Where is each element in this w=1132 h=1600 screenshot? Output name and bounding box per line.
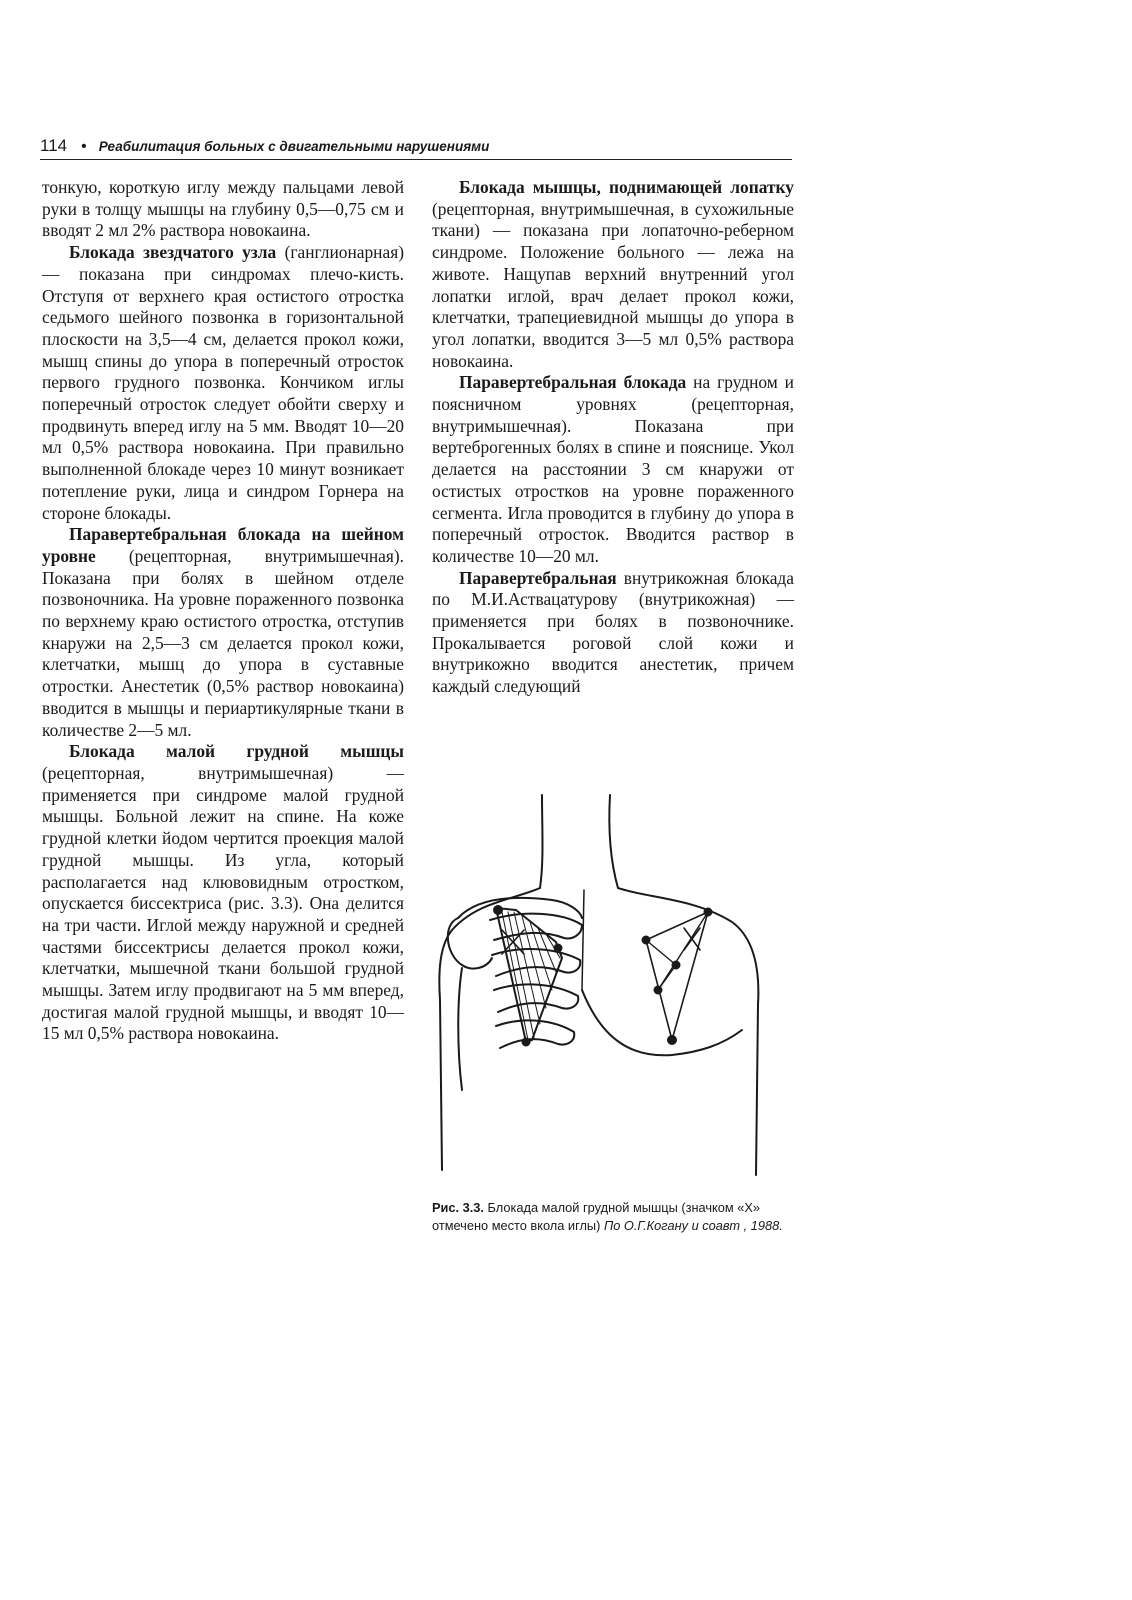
caption-source: По О.Г.Когану и соавт , 1988. <box>603 1218 783 1233</box>
page-number: 114 <box>40 136 68 155</box>
paragraph-text: (рецепторная, внутримышечная). Показана при болях в шейном отделе позвоночника. На уровне пораженного позвонка по верхнему краю остистого отростка, отступив кнаружи на 2,5—3 см делается прокол кожи, клетчатки, мышц до упора в суставные отростки. Анестетик (0,5% раствор новокаина) вводится в мышцы и периартикулярные ткани в количестве 2—5 мл. <box>42 545 404 740</box>
paragraph <box>42 177 404 242</box>
paragraph-heading: Паравертебральная <box>459 567 617 588</box>
paragraph-heading: Блокада малой грудной мышцы <box>69 741 404 762</box>
neck-right-outline <box>609 795 618 888</box>
figure-caption <box>432 1199 796 1235</box>
left-column <box>42 177 404 1045</box>
torso-drawing <box>432 790 794 1190</box>
injection-x-mark-right <box>684 928 700 950</box>
paragraph <box>432 372 794 567</box>
running-header <box>40 133 792 160</box>
paragraph-heading: Блокада звездчатого узла <box>69 242 277 263</box>
paragraph-text: (ганглионарная) — показана при синдромах плечо-кисть. Отступя от верхнего края остистого отростка седьмого шейного позвонка в горизонтальной плоскости на 3,5—4 см, делается прокол кожи, мышц спины до упора в поперечный отросток первого грудного позвонка. Кончиком иглы поперечный отросток следует обойти сверху и продвинуть вперед иглу на 5 мм. Вводят 10—20 мл 0,5% раствора новокаина. При правильно выполненной блокаде через 10 минут возникает потепление руки, лица и синдром Горнера на стороне блокады. <box>42 242 404 523</box>
coracoid-point <box>494 906 502 914</box>
humeral-head-outline <box>448 918 492 969</box>
right-shoulder-outline <box>618 888 758 1175</box>
paragraph-text: на грудном и поясничном уровнях (рецепторная, внутримышечная). Показана при вертеброгенных болях в спине и пояснице. Укол делается на расстоянии 3 см кнаружи от остистых отростков на уровне пораженного сегмента. Игла проводится в глубину до упора в поперечный отросток. Вводится раствор в количестве 10—20 мл. <box>432 372 794 566</box>
paragraph <box>432 177 794 372</box>
paragraph <box>42 741 404 1045</box>
figure-illustration <box>432 790 794 1190</box>
triangle-point-bottom <box>668 1036 676 1044</box>
caption-text: Блокада малой грудной мышцы (значком «Х» отмечено место вкола иглы) <box>432 1200 760 1233</box>
running-title: Реабилитация больных с двигательными нарушениями <box>98 139 490 154</box>
paragraph-heading: Паравертебральная блокада <box>459 372 687 393</box>
triangle-point-left <box>643 937 650 944</box>
muscle-point <box>555 945 562 952</box>
bisector-point-1 <box>673 962 680 969</box>
header-bullet: • <box>81 138 87 155</box>
paragraph-heading: Блокада мышцы, поднимающей лопатку <box>459 177 794 197</box>
paragraph <box>432 568 794 698</box>
projection-triangle <box>646 912 708 1040</box>
bisector-point-2 <box>655 987 662 994</box>
paragraph-text: внутрикожная блокада по М.И.Аствацатурову (внутрикожная) — применяется при болях в позвоночнике. Прокалывается роговой слой кожи и внутрикожно вводится анестетик, причем каждый следующий <box>432 567 794 697</box>
muscle-lower-point <box>523 1039 530 1046</box>
sternum-line <box>582 890 584 990</box>
neck-left-outline <box>540 795 543 888</box>
right-column <box>432 177 794 698</box>
paragraph-text: (рецепторная, внутримышечная) — применяется при синдроме малой грудной мышцы. Больной лежит на спине. На коже грудной клетки йодом чертится проекция малой грудной мышцы. Из угла, который располагается над клювовидным отростком, опускается биссектриса (рис. 3.3). Она делится на три части. Иглой между наружной и средней частями биссектрисы делается прокол кожи, клетчатки, мышечной ткани большой грудной мышцы. Затем иглу продвигают на 5 мм вперед, достигая малой грудной мышцы, и вводят 10—15 мл 0,5% раствора новокаина. <box>42 762 404 1044</box>
paragraph <box>42 524 404 741</box>
paragraph-text: (рецепторная, внутримышечная, в сухожильные ткани) — показана при лопаточно-реберном синдроме. Положение больного — лежа на животе. Нащупав верхний внутренний угол лопатки иглой, врач делает прокол кожи, клетчатки, трапециевидной мышцы до упора в угол лопатки, вводится 3—5 мл 0,5% раствора новокаина. <box>432 198 794 371</box>
paragraph <box>42 242 404 524</box>
triangle-point-top <box>705 909 712 916</box>
caption-label: Рис. 3.3. <box>432 1200 484 1215</box>
arm-inner-outline <box>458 968 462 1090</box>
paragraph-heading: Паравертебральная блокада на шейном уровне <box>42 524 404 566</box>
left-shoulder-outline <box>439 888 540 1170</box>
paragraph-text: тонкую, короткую иглу между пальцами левой руки в толщу мышцы на глубину 0,5—0,75 см и вводят 2 мл 2% раствора новокаина. <box>42 177 404 241</box>
